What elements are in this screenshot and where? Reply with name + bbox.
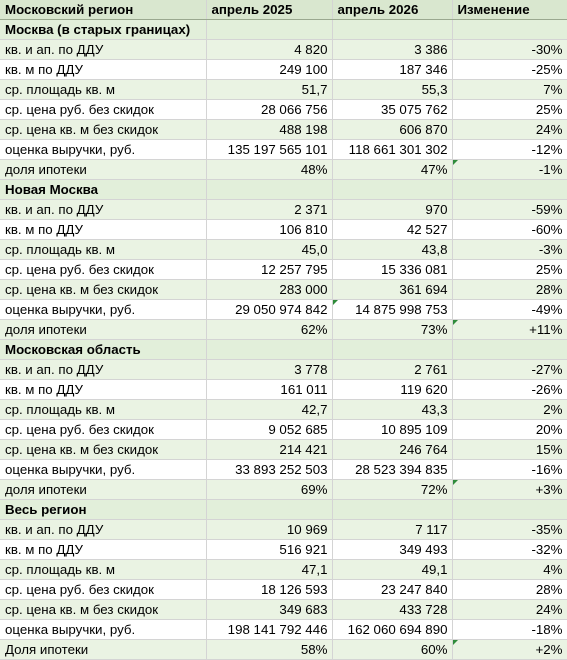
value-2026-cell[interactable]: 970 bbox=[332, 200, 452, 220]
table-row bbox=[0, 620, 567, 640]
value-2026-cell[interactable]: 47% bbox=[332, 160, 452, 180]
change-cell[interactable]: 2% bbox=[452, 400, 567, 420]
section-title[interactable]: Новая Москва bbox=[0, 180, 206, 200]
value-2026-cell[interactable]: 246 764 bbox=[332, 440, 452, 460]
change-cell[interactable]: -12% bbox=[452, 140, 567, 160]
change-cell[interactable]: 24% bbox=[452, 120, 567, 140]
change-cell[interactable]: -26% bbox=[452, 380, 567, 400]
table-row bbox=[0, 600, 567, 620]
metric-label[interactable]: ср. цена кв. м без скидок bbox=[0, 120, 206, 140]
change-cell[interactable]: 28% bbox=[452, 580, 567, 600]
table-row bbox=[0, 460, 567, 480]
change-cell[interactable]: -3% bbox=[452, 240, 567, 260]
metric-label[interactable]: кв. и ап. по ДДУ bbox=[0, 520, 206, 540]
table-row bbox=[0, 400, 567, 420]
change-cell[interactable]: +3% bbox=[452, 480, 567, 500]
section-title[interactable]: Московская область bbox=[0, 340, 206, 360]
change-cell[interactable]: -59% bbox=[452, 200, 567, 220]
value-2026-cell[interactable]: 3 386 bbox=[332, 40, 452, 60]
change-cell[interactable]: -27% bbox=[452, 360, 567, 380]
metric-label[interactable]: ср. цена кв. м без скидок bbox=[0, 280, 206, 300]
section-header-row bbox=[0, 20, 567, 40]
value-2026-cell[interactable]: 73% bbox=[332, 320, 452, 340]
value-2025-cell[interactable]: 3 778 bbox=[206, 360, 332, 380]
value-2026-cell[interactable]: 35 075 762 bbox=[332, 100, 452, 120]
metric-label[interactable]: оценка выручки, руб. bbox=[0, 460, 206, 480]
value-2025-cell[interactable]: 45,0 bbox=[206, 240, 332, 260]
metric-label[interactable]: кв. м по ДДУ bbox=[0, 60, 206, 80]
value-2025-cell[interactable]: 249 100 bbox=[206, 60, 332, 80]
change-cell[interactable]: -18% bbox=[452, 620, 567, 640]
value-2025-cell[interactable]: 349 683 bbox=[206, 600, 332, 620]
table-row bbox=[0, 540, 567, 560]
value-2025-cell[interactable]: 69% bbox=[206, 480, 332, 500]
value-2026-cell[interactable]: 7 117 bbox=[332, 520, 452, 540]
metric-label[interactable]: Доля ипотеки bbox=[0, 640, 206, 660]
value-2025-cell[interactable]: 47,1 bbox=[206, 560, 332, 580]
change-cell[interactable]: -30% bbox=[452, 40, 567, 60]
change-cell[interactable]: -1% bbox=[452, 160, 567, 180]
section-empty-cell[interactable] bbox=[206, 500, 332, 520]
metric-label[interactable]: ср. цена кв. м без скидок bbox=[0, 600, 206, 620]
table-row bbox=[0, 200, 567, 220]
header-change[interactable]: Изменение bbox=[452, 0, 567, 20]
table-row bbox=[0, 420, 567, 440]
table-row bbox=[0, 580, 567, 600]
metric-label[interactable]: кв. и ап. по ДДУ bbox=[0, 200, 206, 220]
metric-label[interactable]: кв. м по ДДУ bbox=[0, 220, 206, 240]
value-2026-cell[interactable]: 43,8 bbox=[332, 240, 452, 260]
table-row bbox=[0, 360, 567, 380]
metric-label[interactable]: ср. цена руб. без скидок bbox=[0, 100, 206, 120]
change-cell[interactable]: -35% bbox=[452, 520, 567, 540]
value-2026-cell[interactable]: 10 895 109 bbox=[332, 420, 452, 440]
change-cell[interactable]: -60% bbox=[452, 220, 567, 240]
value-2026-cell[interactable]: 23 247 840 bbox=[332, 580, 452, 600]
value-2025-cell[interactable]: 58% bbox=[206, 640, 332, 660]
value-2025-cell[interactable]: 33 893 252 503 bbox=[206, 460, 332, 480]
value-2025-cell[interactable]: 48% bbox=[206, 160, 332, 180]
section-empty-cell[interactable] bbox=[206, 180, 332, 200]
value-2025-cell[interactable]: 62% bbox=[206, 320, 332, 340]
value-2026-cell[interactable]: 28 523 394 835 bbox=[332, 460, 452, 480]
change-cell[interactable]: 15% bbox=[452, 440, 567, 460]
section-empty-cell[interactable] bbox=[452, 20, 567, 40]
value-2025-cell[interactable]: 42,7 bbox=[206, 400, 332, 420]
value-2025-cell[interactable]: 29 050 974 842 bbox=[206, 300, 332, 320]
metric-label[interactable]: доля ипотеки bbox=[0, 320, 206, 340]
value-2025-cell[interactable]: 283 000 bbox=[206, 280, 332, 300]
change-cell[interactable]: +2% bbox=[452, 640, 567, 660]
value-2025-cell[interactable]: 198 141 792 446 bbox=[206, 620, 332, 640]
value-2026-cell[interactable]: 119 620 bbox=[332, 380, 452, 400]
table-row bbox=[0, 220, 567, 240]
value-2025-cell[interactable]: 10 969 bbox=[206, 520, 332, 540]
value-2026-cell[interactable]: 14 875 998 753 bbox=[332, 300, 452, 320]
metric-label[interactable]: доля ипотеки bbox=[0, 480, 206, 500]
metric-label[interactable]: ср. цена руб. без скидок bbox=[0, 580, 206, 600]
header-april-2026[interactable]: апрель 2026 bbox=[332, 0, 452, 20]
table-row bbox=[0, 300, 567, 320]
value-2026-cell[interactable]: 60% bbox=[332, 640, 452, 660]
change-cell[interactable]: 25% bbox=[452, 100, 567, 120]
metric-label[interactable]: ср. площадь кв. м bbox=[0, 560, 206, 580]
value-2025-cell[interactable]: 51,7 bbox=[206, 80, 332, 100]
table-row bbox=[0, 100, 567, 120]
section-title[interactable]: Весь регион bbox=[0, 500, 206, 520]
value-2026-cell[interactable]: 162 060 694 890 bbox=[332, 620, 452, 640]
value-2026-cell[interactable]: 43,3 bbox=[332, 400, 452, 420]
section-empty-cell[interactable] bbox=[206, 20, 332, 40]
table-row bbox=[0, 440, 567, 460]
table-row bbox=[0, 480, 567, 500]
header-region[interactable]: Московский регион bbox=[0, 0, 206, 20]
metric-label[interactable]: оценка выручки, руб. bbox=[0, 620, 206, 640]
value-2025-cell[interactable]: 12 257 795 bbox=[206, 260, 332, 280]
table-row bbox=[0, 260, 567, 280]
value-2025-cell[interactable]: 161 011 bbox=[206, 380, 332, 400]
value-2026-cell[interactable]: 606 870 bbox=[332, 120, 452, 140]
value-2026-cell[interactable]: 15 336 081 bbox=[332, 260, 452, 280]
change-cell[interactable]: -25% bbox=[452, 60, 567, 80]
value-2025-cell[interactable]: 488 198 bbox=[206, 120, 332, 140]
metric-label[interactable]: кв. м по ДДУ bbox=[0, 540, 206, 560]
change-cell[interactable]: 20% bbox=[452, 420, 567, 440]
metric-label[interactable]: доля ипотеки bbox=[0, 160, 206, 180]
section-empty-cell[interactable] bbox=[452, 500, 567, 520]
table-row bbox=[0, 320, 567, 340]
value-2026-cell[interactable]: 2 761 bbox=[332, 360, 452, 380]
metric-label[interactable]: ср. площадь кв. м bbox=[0, 400, 206, 420]
change-cell[interactable]: 25% bbox=[452, 260, 567, 280]
section-empty-cell[interactable] bbox=[206, 340, 332, 360]
section-header-row bbox=[0, 340, 567, 360]
header-row bbox=[0, 0, 567, 20]
table-row bbox=[0, 560, 567, 580]
table-row bbox=[0, 280, 567, 300]
table-row bbox=[0, 640, 567, 660]
change-cell[interactable]: -32% bbox=[452, 540, 567, 560]
section-header-row bbox=[0, 500, 567, 520]
table-row bbox=[0, 80, 567, 100]
value-2025-cell[interactable]: 9 052 685 bbox=[206, 420, 332, 440]
table-row bbox=[0, 40, 567, 60]
section-empty-cell[interactable] bbox=[452, 340, 567, 360]
value-2025-cell[interactable]: 28 066 756 bbox=[206, 100, 332, 120]
value-2025-cell[interactable]: 516 921 bbox=[206, 540, 332, 560]
value-2026-cell[interactable]: 118 661 301 302 bbox=[332, 140, 452, 160]
header-april-2025[interactable]: апрель 2025 bbox=[206, 0, 332, 20]
value-2026-cell[interactable]: 361 694 bbox=[332, 280, 452, 300]
section-title[interactable]: Москва (в старых границах) bbox=[0, 20, 206, 40]
change-cell[interactable]: -16% bbox=[452, 460, 567, 480]
metric-label[interactable]: ср. цена кв. м без скидок bbox=[0, 440, 206, 460]
value-2025-cell[interactable]: 18 126 593 bbox=[206, 580, 332, 600]
value-2025-cell[interactable]: 4 820 bbox=[206, 40, 332, 60]
value-2025-cell[interactable]: 214 421 bbox=[206, 440, 332, 460]
metric-label[interactable]: кв. и ап. по ДДУ bbox=[0, 360, 206, 380]
value-2026-cell[interactable]: 349 493 bbox=[332, 540, 452, 560]
table-row bbox=[0, 380, 567, 400]
change-cell[interactable]: -49% bbox=[452, 300, 567, 320]
value-2025-cell[interactable]: 106 810 bbox=[206, 220, 332, 240]
metric-label[interactable]: оценка выручки, руб. bbox=[0, 140, 206, 160]
change-cell[interactable]: +11% bbox=[452, 320, 567, 340]
change-cell[interactable]: 7% bbox=[452, 80, 567, 100]
table-row bbox=[0, 520, 567, 540]
value-2026-cell[interactable]: 42 527 bbox=[332, 220, 452, 240]
metric-label[interactable]: ср. площадь кв. м bbox=[0, 80, 206, 100]
value-2026-cell[interactable]: 55,3 bbox=[332, 80, 452, 100]
value-2025-cell[interactable]: 135 197 565 101 bbox=[206, 140, 332, 160]
change-cell[interactable]: 28% bbox=[452, 280, 567, 300]
metric-label[interactable]: ср. цена руб. без скидок bbox=[0, 420, 206, 440]
value-2025-cell[interactable]: 2 371 bbox=[206, 200, 332, 220]
value-2026-cell[interactable]: 433 728 bbox=[332, 600, 452, 620]
change-cell[interactable]: 24% bbox=[452, 600, 567, 620]
metric-label[interactable]: кв. м по ДДУ bbox=[0, 380, 206, 400]
section-header-row bbox=[0, 180, 567, 200]
section-empty-cell[interactable] bbox=[332, 340, 452, 360]
table-row bbox=[0, 240, 567, 260]
metric-label[interactable]: ср. площадь кв. м bbox=[0, 240, 206, 260]
section-empty-cell[interactable] bbox=[452, 180, 567, 200]
value-2026-cell[interactable]: 49,1 bbox=[332, 560, 452, 580]
table-row bbox=[0, 120, 567, 140]
metric-label[interactable]: ср. цена руб. без скидок bbox=[0, 260, 206, 280]
value-2026-cell[interactable]: 72% bbox=[332, 480, 452, 500]
change-cell[interactable]: 4% bbox=[452, 560, 567, 580]
section-empty-cell[interactable] bbox=[332, 180, 452, 200]
metric-label[interactable]: кв. и ап. по ДДУ bbox=[0, 40, 206, 60]
section-empty-cell[interactable] bbox=[332, 500, 452, 520]
metric-label[interactable]: оценка выручки, руб. bbox=[0, 300, 206, 320]
section-empty-cell[interactable] bbox=[332, 20, 452, 40]
table-row bbox=[0, 60, 567, 80]
table-row bbox=[0, 160, 567, 180]
table-row bbox=[0, 140, 567, 160]
value-2026-cell[interactable]: 187 346 bbox=[332, 60, 452, 80]
